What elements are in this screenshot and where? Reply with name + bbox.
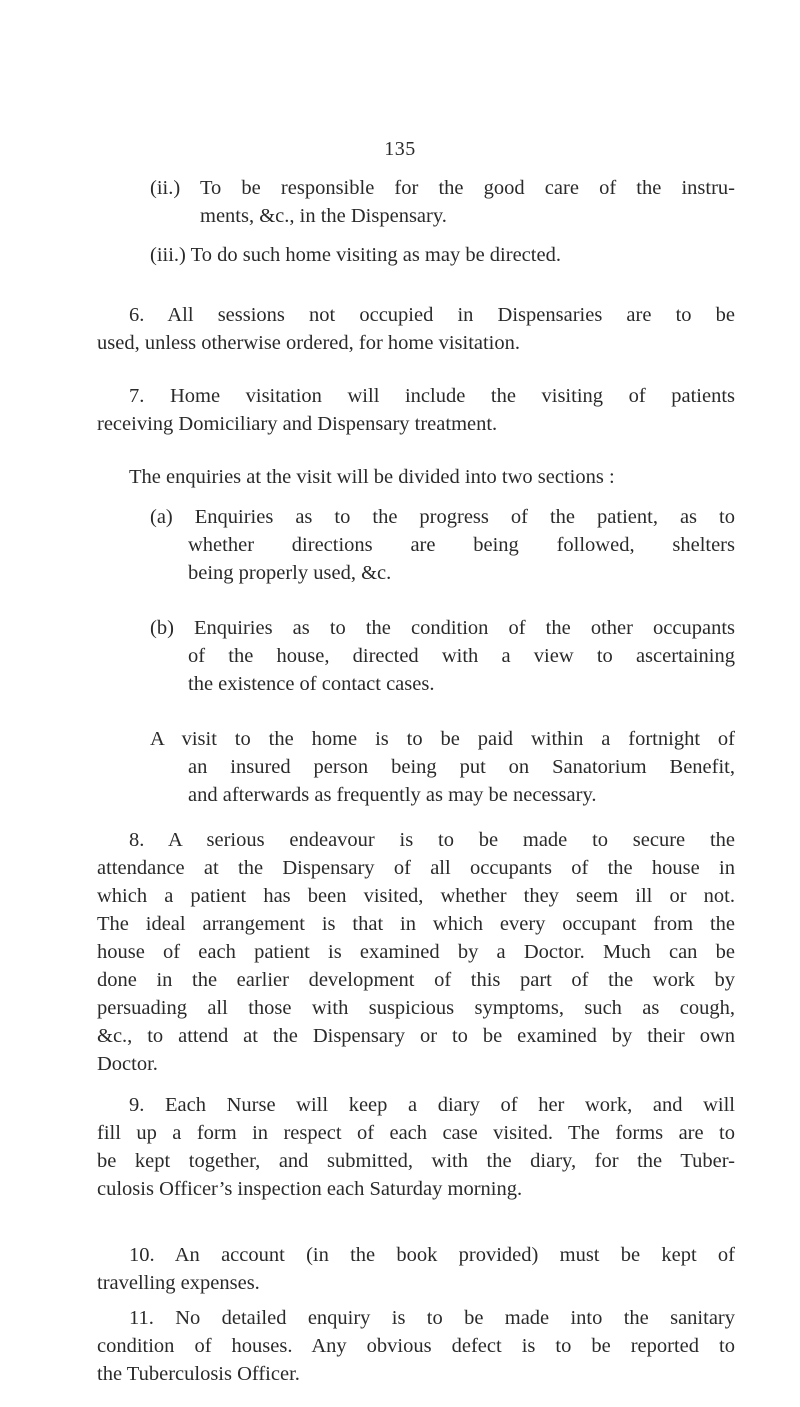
- paragraph-8-line-2: attendance at the Dispensary of all occupants of the house in: [97, 857, 735, 879]
- paragraph-8-line-8: &c., to attend at the Dispensary or to be examined by their own: [97, 1025, 735, 1047]
- paragraph-9: [97, 1091, 735, 1203]
- paragraph-8-line-9: Doctor.: [97, 1053, 158, 1075]
- item-a-line-2: whether directions are being followed, shelters: [188, 534, 735, 556]
- paragraph-11-line-3: the Tuberculosis Officer.: [97, 1363, 300, 1385]
- item-b: [150, 614, 735, 698]
- paragraph-9-line-3: be kept together, and submitted, with the diary, for the Tuber-: [97, 1150, 735, 1172]
- visit-line-3: and afterwards as frequently as may be necessary.: [188, 784, 597, 806]
- item-ii: [150, 174, 735, 230]
- item-a-line-1: (a) Enquiries as to the progress of the patient, as to: [150, 506, 735, 528]
- paragraph-11-line-2: condition of houses. Any obvious defect is to be reported to: [97, 1335, 735, 1357]
- paragraph-11: [97, 1304, 735, 1388]
- paragraph-6-line-1: 6. All sessions not occupied in Dispensaries are to be: [129, 304, 735, 326]
- visit-paragraph: [150, 725, 735, 809]
- paragraph-8-line-7: persuading all those with suspicious symptoms, such as cough,: [97, 997, 735, 1019]
- paragraph-7-line-2: receiving Domiciliary and Dispensary treatment.: [97, 413, 498, 435]
- enquiries-intro-line-1: The enquiries at the visit will be divided into two sections :: [129, 466, 615, 488]
- paragraph-10: [97, 1241, 735, 1297]
- item-a: [150, 503, 735, 587]
- paragraph-8-line-3: which a patient has been visited, whether they seem ill or not.: [97, 885, 735, 907]
- paragraph-8-line-6: done in the earlier development of this part of the work by: [97, 969, 735, 991]
- paragraph-8-line-4: The ideal arrangement is that in which every occupant from the: [97, 913, 735, 935]
- page-number: 135: [384, 138, 416, 160]
- item-b-line-2: of the house, directed with a view to ascertaining: [188, 645, 735, 667]
- visit-line-2: an insured person being put on Sanatorium Benefit,: [188, 756, 735, 778]
- paragraph-8-line-5: house of each patient is examined by a Doctor. Much can be: [97, 941, 735, 963]
- paragraph-9-line-2: fill up a form in respect of each case visited. The forms are to: [97, 1122, 735, 1144]
- paragraph-9-line-4: culosis Officer’s inspection each Saturday morning.: [97, 1178, 523, 1200]
- paragraph-9-line-1: 9. Each Nurse will keep a diary of her work, and will: [129, 1094, 735, 1116]
- item-iii: [150, 241, 735, 269]
- item-a-line-3: being properly used, &c.: [188, 562, 392, 584]
- item-b-line-1: (b) Enquiries as to the condition of the other occupants: [150, 617, 735, 639]
- paragraph-11-line-1: 11. No detailed enquiry is to be made into the sanitary: [129, 1307, 735, 1329]
- enquiries-intro: [129, 463, 735, 491]
- paragraph-7: [97, 382, 735, 438]
- paragraph-6: [97, 301, 735, 357]
- paragraph-10-line-2: travelling expenses.: [97, 1272, 260, 1294]
- visit-line-1: A visit to the home is to be paid within a fortnight of: [150, 728, 735, 750]
- item-b-line-3: the existence of contact cases.: [188, 673, 435, 695]
- paragraph-7-line-1: 7. Home visitation will include the visiting of patients: [129, 385, 735, 407]
- item-ii-line-1: (ii.) To be responsible for the good care of the instru-: [150, 177, 735, 199]
- paragraph-8: [97, 826, 735, 1078]
- paragraph-10-line-1: 10. An account (in the book provided) must be kept of: [129, 1244, 735, 1266]
- item-ii-line-2: ments, &c., in the Dispensary.: [200, 205, 447, 227]
- paragraph-8-line-1: 8. A serious endeavour is to be made to secure the: [129, 829, 735, 851]
- item-iii-line-1: (iii.) To do such home visiting as may be directed.: [150, 244, 561, 266]
- paragraph-6-line-2: used, unless otherwise ordered, for home visitation.: [97, 332, 521, 354]
